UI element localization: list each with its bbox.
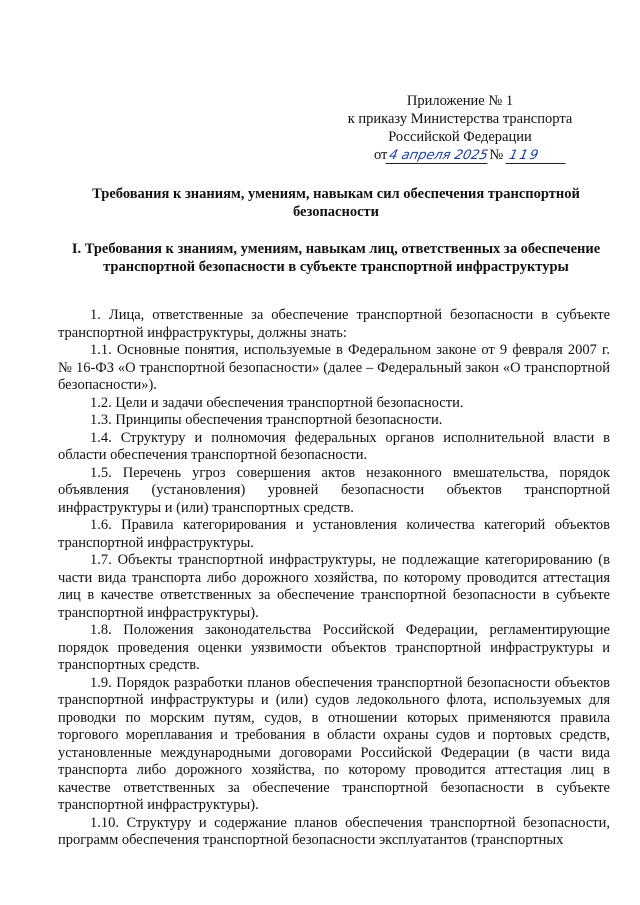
paragraph: 1.10. Структуру и содержание планов обеспечения транспортной безопасности, программ обеспечения транспортной безопасности эксплуатантов (транспортных (58, 814, 610, 848)
annex-header (330, 92, 590, 164)
annex-order-line (330, 146, 590, 164)
order-prefix: от (374, 147, 388, 163)
document-title: Требования к знаниям, умениям, навыкам сил обеспечения транспортной безопасности (92, 186, 580, 220)
paragraph: 1.1. Основные понятия, используемые в Федеральном законе от 9 февраля 2007 г. № 16-ФЗ «О транспортной безопасности» (далее – Федеральный закон «О транспортной безопасности»). (58, 342, 610, 393)
section-title: I. Требования к знаниям, умениям, навыкам лиц, ответственных за обеспечение транспортной безопасности в субъекте транспортной инфраструктуры (71, 241, 601, 275)
annex-line-1: Приложение № 1 (406, 93, 514, 109)
paragraph: 1.2. Цели и задачи обеспечения транспортной безопасности. (90, 394, 464, 411)
handwritten-order-number: 119 (505, 149, 568, 164)
handwritten-order-date: 4 апреля 2025 (386, 149, 491, 164)
order-number-sign: № (489, 147, 504, 163)
document-body (58, 307, 610, 850)
paragraph: 1.6. Правила категорирования и установления количества категорий объектов транспортной инфраструктуры. (58, 517, 610, 551)
paragraph: 1.7. Объекты транспортной инфраструктуры, не подлежащие категорированию (в части вида транспорта либо дорожного хозяйства, по которому проводится аттестация лиц в качестве ответственных за обеспечение транспортной безопасности в субъекте транспортной инфраструктуры). (58, 552, 610, 621)
paragraph: 1.8. Положения законодательства Российской Федерации, регламентирующие порядок проведения оценки уязвимости объектов транспортной инфраструктуры и транспортных средств. (58, 622, 610, 673)
paragraph: 1.5. Перечень угроз совершения актов незаконного вмешательства, порядок объявления (установления) уровней безопасности объектов транспортной инфраструктуры и (или) транспортных средств. (58, 464, 610, 516)
paragraph: 1.9. Порядок разработки планов обеспечения транспортной безопасности объектов транспортной инфраструктуры и (или) судов ледокольного флота, используемых для проводки по морским путям, судов, в отношении которых применяются правила торгового мореплавания и требования в области охраны судов и портовых средств, установленные международными договорами Российской Федерации (в части вида транспорта либо дорожного хозяйства, по которому проводится аттестация лиц в качестве ответственных за обеспечение транспортной безопасности в субъекте транспортной инфраструктуры). (58, 674, 610, 813)
paragraph: 1. Лица, ответственные за обеспечение транспортной безопасности в субъекте транспортной инфраструктуры, должны знать: (58, 307, 610, 341)
annex-line-3: Российской Федерации (388, 129, 532, 145)
paragraph: 1.3. Принципы обеспечения транспортной безопасности. (90, 412, 443, 428)
paragraph: 1.4. Структуру и полномочия федеральных органов исполнительной власти в области обеспечения транспортной безопасности. (58, 429, 610, 463)
annex-line-2: к приказу Министерства транспорта (347, 111, 573, 127)
